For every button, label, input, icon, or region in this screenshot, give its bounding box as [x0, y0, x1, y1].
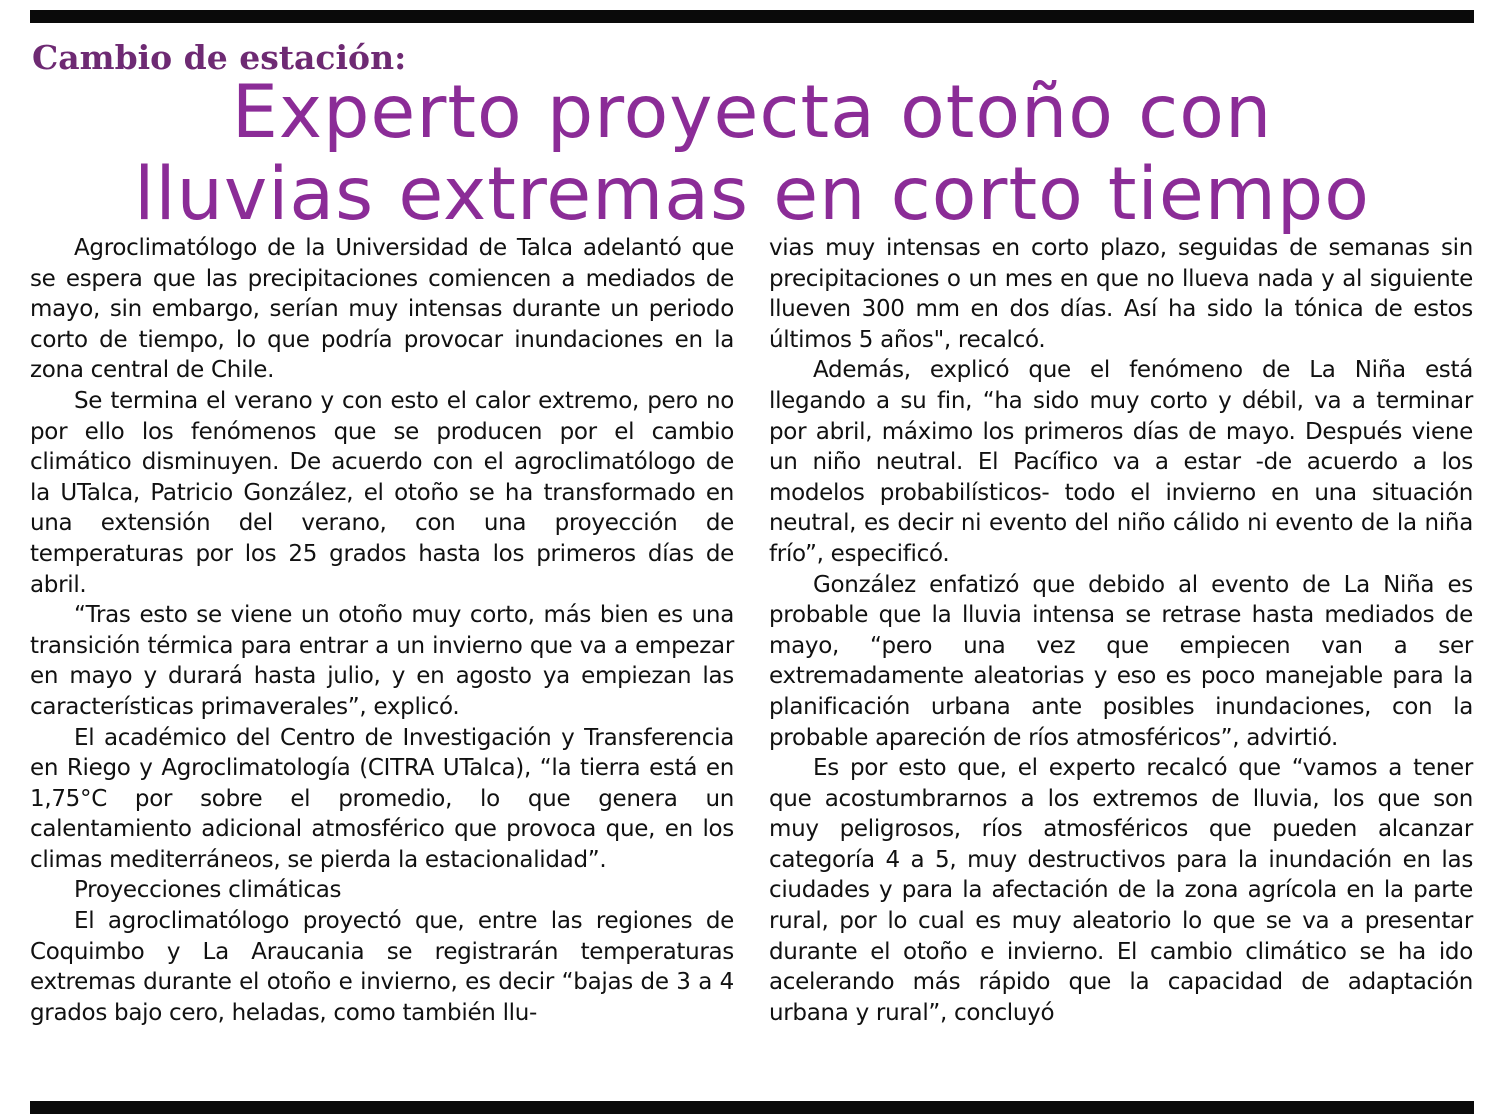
paragraph-lead: Agroclimatólogo de la Universidad de Talca adelantó que se espera que las precipitaciones comiencen a mediados de mayo, sin embargo, serían muy intensas durante un periodo corto de tiempo, lo que podría provocar inundaciones en la zona central de Chile. — [30, 235, 734, 384]
paragraph: Se termina el verano y con esto el calor extremo, pero no por ello los fenómenos que se producen por el cambio climático disminuyen. De acuerdo con el agroclimatólogo de la UTalca, Patricio González, el otoño se ha transformado en una extensión del verano, con una proyección de temperaturas por los 25 grados hasta los primeros días de abril. — [30, 387, 734, 598]
paragraph: Además, explicó que el fenómeno de La Niña está llegando a su fin, “ha sido muy corto y débil, va a terminar por abril, máximo los primeros días de mayo. Después viene un niño neutral. El Pacífico va a estar -de acuerdo a los modelos probabilísticos- todo el invierno en una situación neutral, es decir ni evento del niño cálido ni evento de la niña frío”, especificó. — [769, 357, 1473, 567]
paragraph: El académico del Centro de Investigación y Transferencia en Riego y Agroclimatología (CITRA UTalca), “la tierra está en 1,75°C por sobre el promedio, lo que genera un calentamiento adicional atmosférico que provoca que, en los climas mediterráneos, se pierda la estacionalidad”. — [30, 724, 734, 873]
article-column-left — [30, 233, 734, 1028]
paragraph-continued: vias muy intensas en corto plazo, seguidas de semanas sin precipitaciones o un mes en que no llueva nada y al siguiente llueven 300 mm en dos días. Así ha sido la tónica de estos últimos 5 años", recalcó. — [769, 235, 1473, 353]
subheading: Proyecciones climáticas — [74, 877, 342, 904]
article-headline — [30, 72, 1474, 236]
article-kicker: Cambio de estación: — [32, 38, 407, 77]
top-rule — [30, 10, 1474, 23]
headline-line-1: Experto proyecta otoño con — [231, 70, 1273, 155]
article-column-right — [769, 233, 1473, 1028]
paragraph: “Tras esto se viene un otoño muy corto, más bien es una transición térmica para entrar a un invierno que va a empezar en mayo y durará hasta julio, y en agosto ya empiezan las características primaverales”, explicó. — [30, 602, 734, 720]
bottom-rule — [30, 1101, 1474, 1114]
paragraph: El agroclimatólogo proyectó que, entre las regiones de Coquimbo y La Araucania se registrarán temperaturas extremas durante el otoño e invierno, es decir “bajas de 3 a 4 grados bajo cero, heladas, como también llu- — [30, 908, 734, 1026]
headline-line-2: lluvias extremas en corto tiempo — [134, 152, 1370, 237]
paragraph-closing: Es por esto que, el experto recalcó que “vamos a tener que acostumbrarnos a los extremos de lluvia, los que son muy peligrosos, ríos atmosféricos que pueden alcanzar categoría 4 a 5, muy destructivos para la inundación en las ciudades y para la afectación de la zona agrícola en la parte rural, por lo cual es muy aleatorio lo que se va a presentar durante el otoño e invierno. El cambio climático se ha ido acelerando más rápido que la capacidad de adaptación urbana y rural”, concluyó — [769, 755, 1473, 1026]
paragraph: González enfatizó que debido al evento de La Niña es probable que la lluvia intensa se retrase hasta mediados de mayo, “pero una vez que empiecen van a ser extremadamente aleatorias y eso es poco manejable para la planificación urbana ante posibles inundaciones, con la probable apareción de ríos atmosféricos”, advirtió. — [769, 571, 1473, 751]
